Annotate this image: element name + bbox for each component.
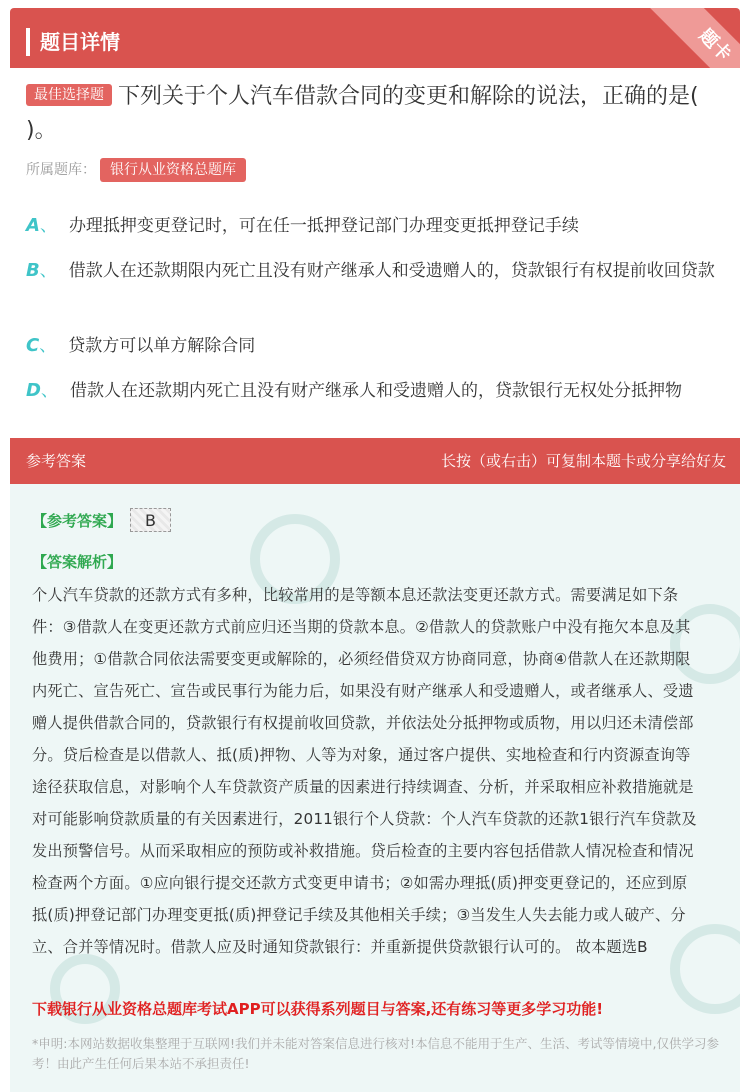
option-separator: 、 bbox=[40, 381, 58, 401]
bank-row bbox=[26, 158, 246, 182]
reference-answer-label: 【参考答案】 bbox=[32, 512, 123, 530]
page-title: 题目详情 bbox=[40, 30, 120, 54]
answer-bar-title: 参考答案 bbox=[26, 452, 87, 470]
option-separator: 、 bbox=[39, 261, 57, 281]
app-promo[interactable]: 下载银行从业资格总题库考试APP可以获得系列题目与答案,还有练习等更多学习功能! bbox=[32, 1000, 604, 1018]
option-text: 借款人在还款期内死亡且没有财产继承人和受遗赠人的，贷款银行无权处分抵押物 bbox=[69, 381, 682, 401]
option-d[interactable] bbox=[26, 375, 726, 407]
disclaimer: *申明:本网站数据收集整理于互联网!我们并未能对答案信息进行核对!本信息不能用于生产、生活、考试等情境中,仅供学习参考！由此产生任何后果本站不承担责任! bbox=[32, 1036, 719, 1071]
header-accent-bar bbox=[26, 28, 30, 56]
analysis-text: 个人汽车贷款的还款方式有多种，比较常用的是等额本息还款法变更还款方式。需要满足如下条件：③借款人在变更还款方式前应归还当期的贷款本息。②借款人的贷款账户中没有拖欠本息及其他费用；①借款合同依法需要变更或解除的，必须经借贷双方协商同意，协商④借款人在还款期限内死亡、宣告死亡、宣告或民事行为能力后，如果没有财产继承人和受遗赠人，或者继承人、受遗赠人提供借款合同的，贷款银行有权提前收回贷款，并依法处分抵押物或质物，用以归还未清偿部分。贷后检查是以借款人、抵(质)押物、人等为对象，通过客户提供、实地检查和行内资源查询等途径获取信息，对影响个人车贷款资产质量的因素进行持续调查、分析，并采取相应补救措施就是对可能影响贷款质量的有关因素进行，2011银行个人贷款：个人汽车贷款的还款1银行汽车贷款及发出预警信号。从而采取相应的预防或补救措施。贷后检查的主要内容包括借款人情况检查和情况检查两个方面。①应向银行提交还款方式变更申请书；②如需办理抵(质)押变更登记的，还应到原抵(质)押登记部门办理变更抵(质)押登记手续及其他相关手续；③当发生人失去能力或人破产、分立、合并等情况时。借款人应及时通知贷款银行：并重新提供贷款银行认可的。 故本题选B bbox=[32, 586, 697, 956]
option-a[interactable] bbox=[26, 210, 726, 242]
corner-label: 题卡 bbox=[694, 25, 736, 66]
option-letter: B bbox=[26, 260, 40, 281]
option-separator: 、 bbox=[39, 336, 57, 356]
question-text: 下列关于个人汽车借款合同的变更和解除的说法，正确的是( )。 bbox=[26, 84, 699, 143]
option-text: 贷款方可以单方解除合同 bbox=[68, 336, 256, 356]
option-letter: D bbox=[26, 380, 41, 401]
question bbox=[26, 80, 726, 148]
option-b[interactable] bbox=[26, 255, 726, 287]
bank-label: 所属题库： bbox=[26, 162, 96, 178]
option-text: 办理抵押变更登记时，可在任一抵押登记部门办理变更抵押登记手续 bbox=[68, 216, 579, 236]
analysis-label: 【答案解析】 bbox=[32, 553, 123, 571]
reference-answer bbox=[32, 508, 171, 533]
share-hint: 长按（或右击）可复制本题卡或分享给好友 bbox=[440, 452, 726, 470]
option-text: 借款人在还款期限内死亡且没有财产继承人和受遗赠人的，贷款银行有权提前收回贷款 bbox=[68, 261, 715, 281]
question-type-tag: 最佳选择题 bbox=[26, 84, 112, 106]
reference-answer-value: B bbox=[130, 508, 171, 532]
corner-ribbon bbox=[634, 8, 740, 68]
bank-tag[interactable]: 银行从业资格总题库 bbox=[100, 158, 246, 182]
option-separator: 、 bbox=[39, 216, 57, 236]
header-bar bbox=[10, 8, 740, 68]
answer-bar bbox=[10, 438, 740, 484]
answer-panel bbox=[10, 484, 740, 1092]
option-c[interactable] bbox=[26, 330, 726, 362]
option-letter: C bbox=[26, 335, 40, 356]
option-letter: A bbox=[26, 215, 40, 236]
